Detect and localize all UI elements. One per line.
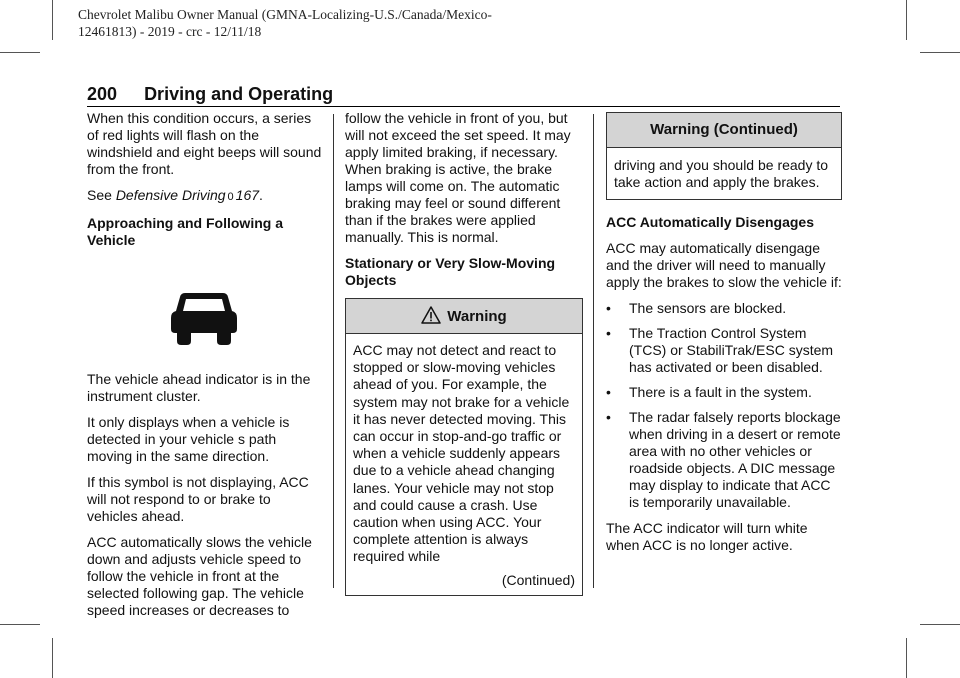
warning-title-text: Warning	[447, 308, 507, 325]
column-divider	[333, 114, 334, 588]
paragraph: If this symbol is not displaying, ACC will not respond to or brake to vehicles ahead.	[87, 474, 309, 524]
crop-mark	[920, 624, 960, 625]
list-item-text: The Traction Control System (TCS) or StabiliTrak/ESC system has activated or been disabled.	[629, 325, 834, 375]
list-item-text: The sensors are blocked.	[629, 300, 787, 316]
warning-continued-box	[606, 112, 842, 200]
page-ref[interactable]: 167	[235, 187, 260, 203]
warning-box	[345, 298, 583, 596]
document-meta-header	[78, 6, 598, 40]
paragraph: When this condition occurs, a series of red lights will flash on the windshield and eight beeps will sound from the front.	[87, 110, 322, 177]
warning-continued-title: Warning (Continued)	[607, 113, 841, 148]
column-3	[606, 110, 842, 563]
subheading: Approaching and Following a Vehicle	[87, 215, 283, 248]
warning-text: driving and you should be ready to take action and apply the brakes.	[614, 157, 829, 190]
crop-mark	[0, 52, 40, 53]
paragraph: The vehicle ahead indicator is in the instrument cluster.	[87, 371, 311, 404]
paragraph: ACC automatically slows the vehicle down and adjusts vehicle speed to follow the vehicle in front at the selected following gap. The vehicle speed increases or decreases to	[87, 534, 312, 618]
column-divider	[593, 114, 594, 588]
paragraph: ACC may automatically disengage and the driver will need to manually apply the brakes to slow the vehicle if:	[606, 240, 842, 290]
page-arrow-icon: 0	[227, 191, 234, 203]
warning-body	[607, 148, 841, 199]
column-2	[345, 110, 583, 596]
warning-triangle-icon	[421, 306, 441, 324]
bullet-icon: •	[606, 409, 611, 425]
list-item-text: There is a fault in the system.	[629, 384, 812, 400]
page-number: 200	[87, 84, 118, 104]
list-item-text: The radar falsely reports blockage when driving in a desert or remote area with no other vehicles or roadside objects. A DIC message may display to indicate that ACC is temporarily unavailable.	[629, 409, 841, 510]
subheading: Stationary or Very Slow-Moving Objects	[345, 255, 556, 288]
list-item	[606, 409, 842, 511]
bullet-icon: •	[606, 325, 611, 341]
warning-text: ACC may not detect and react to stopped or slow-moving vehicles ahead of you. For example, the system may not brake for a vehicle it has never detected moving. This can occur in stop-and-go traffic or when a vehicle suddenly appears due to a vehicle ahead changing lanes. Your vehicle may not stop and could cause a crash. Use caution when using ACC. Your complete attention is always required while	[353, 342, 570, 565]
warning-body	[346, 334, 582, 595]
crop-mark	[906, 0, 907, 40]
meta-line-2: 12461813) - 2019 - crc - 12/11/18	[78, 24, 262, 39]
meta-line-1: Chevrolet Malibu Owner Manual (GMNA-Localizing-U.S./Canada/Mexico-	[78, 7, 492, 22]
list-item	[606, 384, 842, 401]
running-head	[87, 83, 840, 107]
defensive-driving-link[interactable]: Defensive Driving	[115, 187, 226, 203]
list-item	[606, 325, 842, 376]
paragraph: The ACC indicator will turn white when ACC is no longer active.	[606, 520, 808, 553]
crop-mark	[0, 624, 40, 625]
disengage-conditions-list	[606, 300, 842, 511]
vehicle-ahead-icon	[171, 289, 237, 345]
see-prefix: See	[87, 187, 116, 203]
paragraph: follow the vehicle in front of you, but will not exceed the set speed. It may apply limited braking, if necessary. When braking is active, the brake lamps will come on. The automatic braking may feel or sound different than if the brakes were applied manually. This is normal.	[345, 110, 571, 245]
crop-mark	[920, 52, 960, 53]
paragraph: It only displays when a vehicle is detected in your vehicle s path moving in the same direction.	[87, 414, 290, 464]
warning-title	[346, 299, 582, 334]
crop-mark	[52, 0, 53, 40]
see-suffix: .	[259, 187, 263, 203]
bullet-icon: •	[606, 384, 611, 400]
bullet-icon: •	[606, 300, 611, 316]
see-reference	[87, 187, 323, 206]
section-title: Driving and Operating	[144, 84, 334, 104]
crop-mark	[906, 638, 907, 678]
column-1	[87, 110, 323, 628]
subheading: ACC Automatically Disengages	[606, 214, 814, 230]
crop-mark	[52, 638, 53, 678]
continued-label: (Continued)	[501, 571, 575, 588]
list-item	[606, 300, 842, 317]
